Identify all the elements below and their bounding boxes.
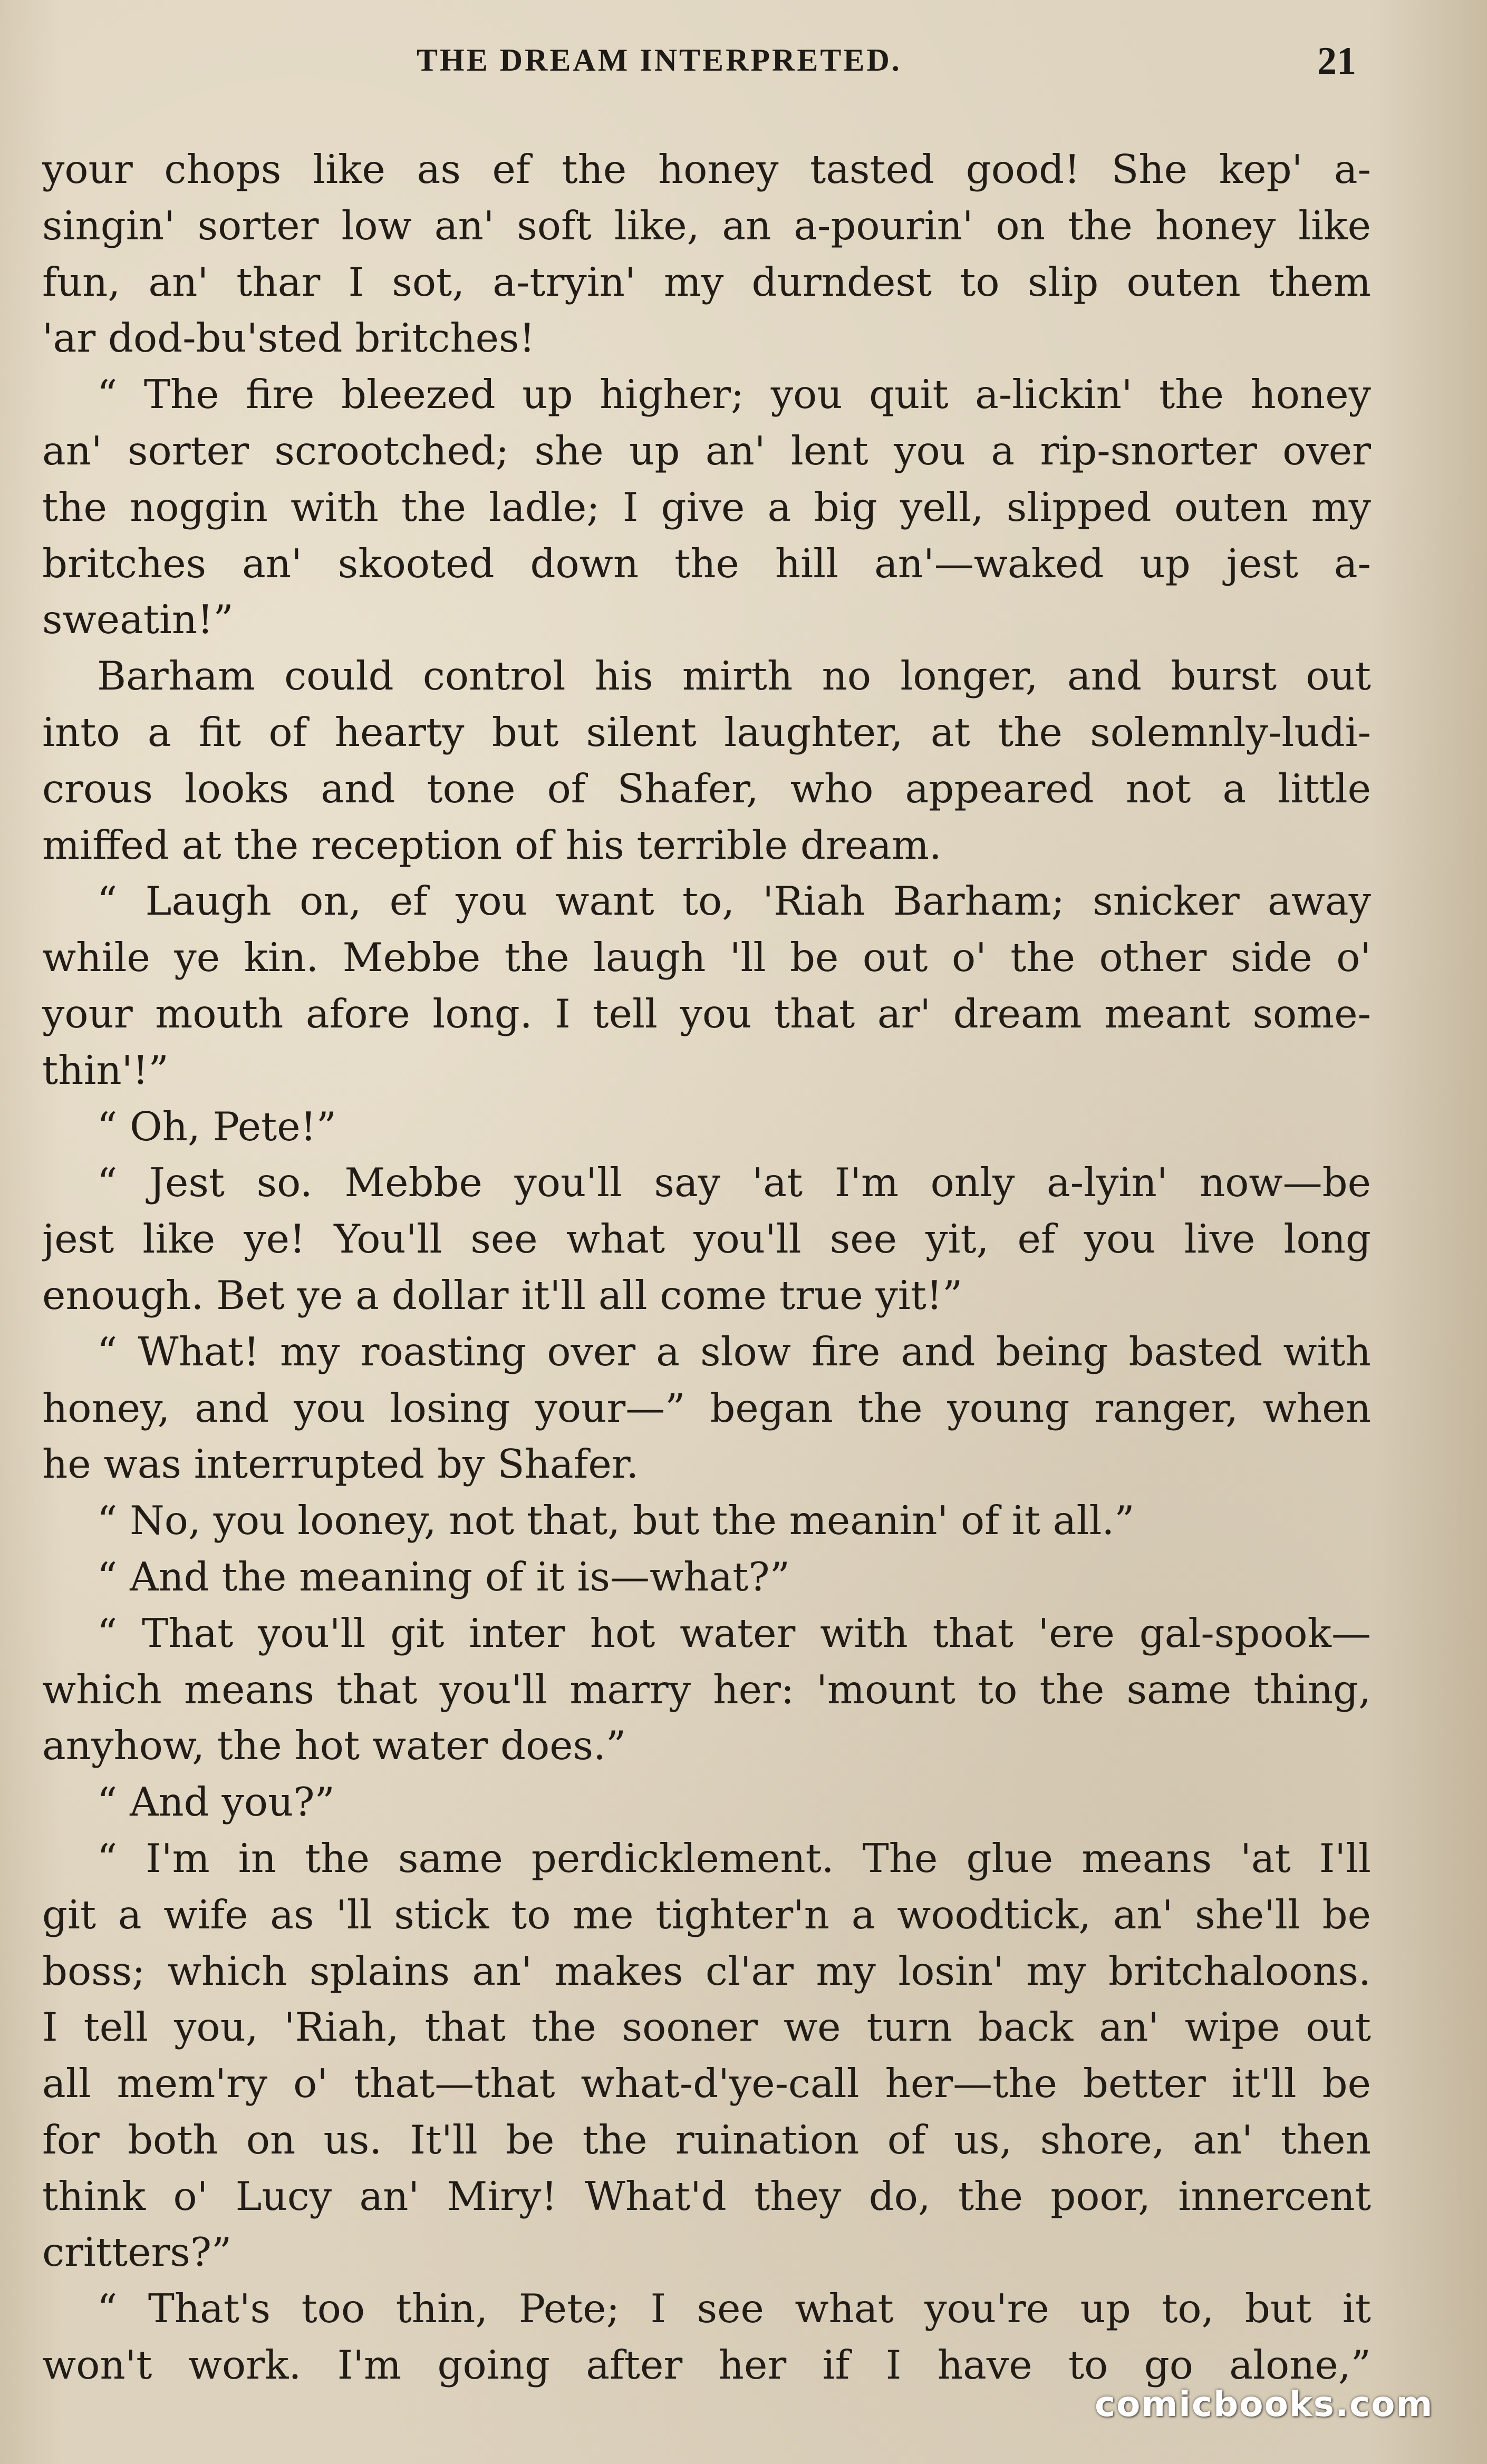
running-head: THE DREAM INTERPRETED.: [417, 43, 902, 77]
text-line: honey, and you losing your—” began the young ranger, when: [42, 1384, 1371, 1431]
page-header: [0, 42, 1487, 90]
text-line: britches an' skooted down the hill an'—waked up jest a-: [42, 540, 1371, 587]
text-line: an' sorter scrootched; she up an' lent you a rip-snorter over: [42, 427, 1371, 474]
text-line: “ I'm in the same perdicklement. The glue means 'at I'll: [97, 1835, 1371, 1881]
text-line: fun, an' thar I sot, a-tryin' my durndest to slip outen them: [42, 258, 1371, 305]
text-line: “ What! my roasting over a slow fire and being basted with: [97, 1328, 1371, 1375]
text-line: “ That's too thin, Pete; I see what you're up to, but it: [97, 2285, 1371, 2332]
text-line: “ Oh, Pete!”: [97, 1103, 337, 1150]
text-line: crous looks and tone of Shafer, who appeared not a little: [42, 765, 1371, 812]
body-text: [42, 141, 1371, 2393]
text-line: “ And you?”: [97, 1779, 335, 1826]
text-line: while ye kin. Mebbe the laugh 'll be out o' the other side o': [42, 934, 1371, 981]
text-line: jest like ye! You'll see what you'll see yit, ef you live long: [42, 1216, 1371, 1263]
text-line: “ The fire bleezed up higher; you quit a-lickin' the honey: [97, 371, 1371, 418]
text-line: 'ar dod-bu'sted britches!: [42, 315, 535, 362]
text-line: git a wife as 'll stick to me tighter'n a woodtick, an' she'll be: [42, 1891, 1371, 1938]
text-line: Barham could control his mirth no longer, and burst out: [97, 653, 1371, 700]
text-line: won't work. I'm going after her if I have to go alone,”: [42, 2342, 1371, 2389]
text-line: anyhow, the hot water does.”: [42, 1722, 626, 1769]
watermark: comicbooks.com: [1095, 2384, 1434, 2424]
text-line: boss; which splains an' makes cl'ar my losin' my britchaloons.: [42, 1947, 1371, 1994]
text-line: your chops like as ef the honey tasted good! She kep' a-: [42, 146, 1371, 192]
text-line: critters?”: [42, 2229, 232, 2276]
text-line: singin' sorter low an' soft like, an a-pourin' on the honey like: [42, 202, 1371, 249]
text-line: the noggin with the ladle; I give a big yell, slipped outen my: [42, 483, 1371, 530]
page-number: 21: [1317, 40, 1356, 83]
text-line: sweatin!”: [42, 596, 234, 643]
text-line: I tell you, 'Riah, that the sooner we turn back an' wipe out: [42, 2004, 1371, 2051]
text-line: thin'!”: [42, 1046, 169, 1093]
text-line: “ And the meaning of it is—what?”: [97, 1553, 790, 1600]
text-line: “ Laugh on, ef you want to, 'Riah Barham; snicker away: [97, 878, 1371, 925]
text-line: “ No, you looney, not that, but the meanin' of it all.”: [97, 1497, 1135, 1544]
text-line: he was interrupted by Shafer.: [42, 1441, 639, 1488]
text-line: “ That you'll git inter hot water with that 'ere gal-spook—: [97, 1609, 1371, 1656]
text-line: miffed at the reception of his terrible dream.: [42, 821, 942, 868]
text-line: “ Jest so. Mebbe you'll say 'at I'm only a-lyin' now—be: [97, 1159, 1371, 1206]
text-line: into a fit of hearty but silent laughter, at the solemnly-ludi-: [42, 709, 1371, 755]
text-line: your mouth afore long. I tell you that ar' dream meant some-: [42, 990, 1371, 1037]
text-line: for both on us. It'll be the ruination of us, shore, an' then: [42, 2116, 1371, 2163]
text-line: enough. Bet ye a dollar it'll all come true yit!”: [42, 1272, 963, 1318]
text-line: all mem'ry o' that—that what-d'ye-call her—the better it'll be: [42, 2060, 1371, 2107]
text-line: think o' Lucy an' Miry! What'd they do, the poor, innercent: [42, 2172, 1371, 2219]
text-line: which means that you'll marry her: 'mount to the same thing,: [42, 1666, 1371, 1713]
